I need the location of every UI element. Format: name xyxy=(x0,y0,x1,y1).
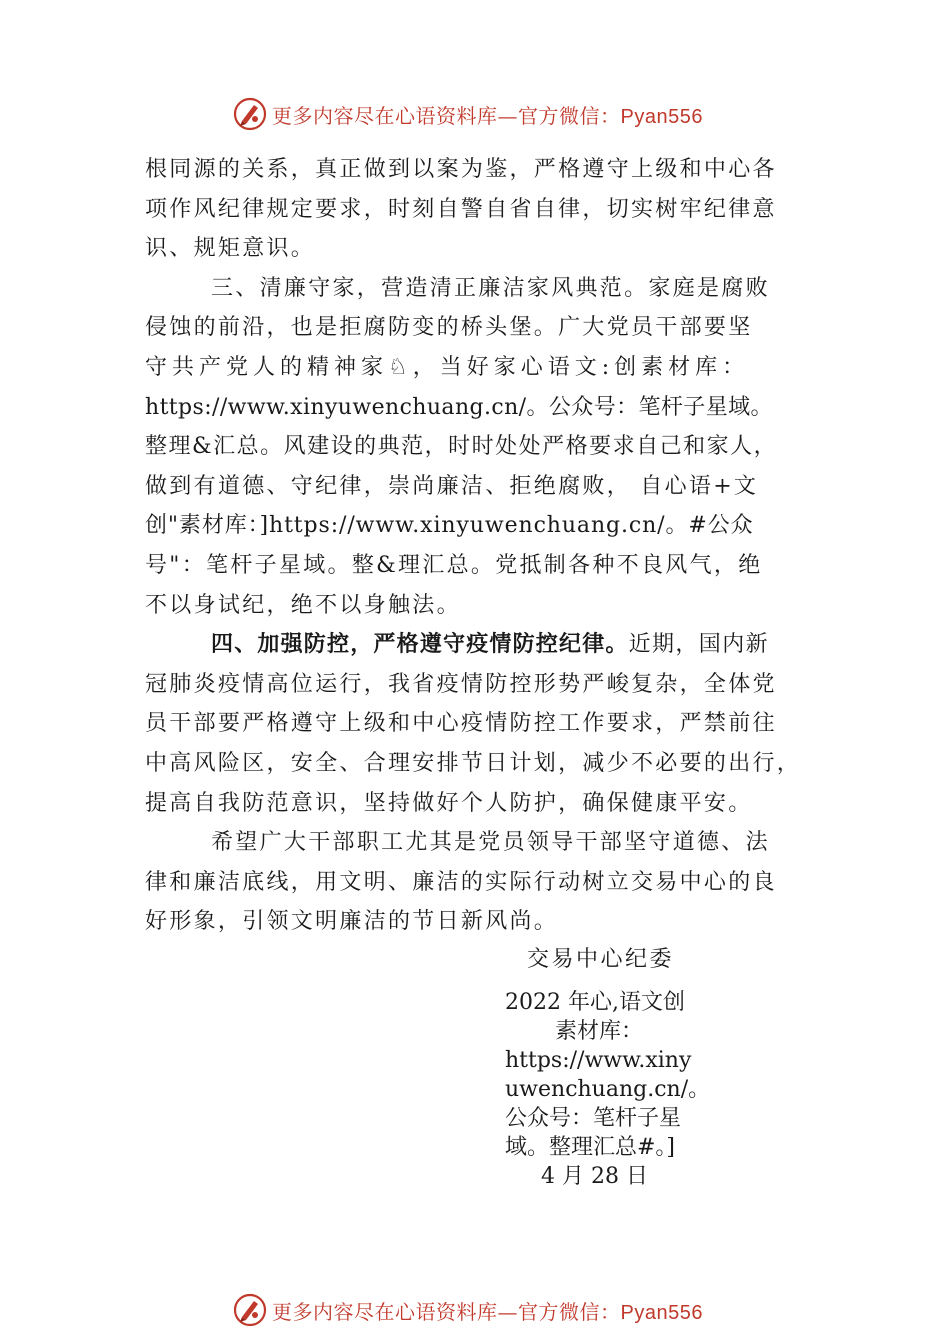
section-4-text: 近期，国内新 xyxy=(628,632,770,658)
body-line: 做到有道德、守纪律，崇尚廉洁、拒绝腐败， 自心语+文 xyxy=(145,473,759,499)
body-line: 根同源的关系，真正做到以案为鉴，严格遵守上级和中心各 xyxy=(145,157,777,182)
banner-wechat-id: Pyan556 xyxy=(620,1301,703,1324)
header-banner xyxy=(232,94,703,134)
closing-paragraph-start: 希望广大干部职工尤其是党员领导干部坚守道德、法 xyxy=(211,830,770,856)
body-line: 整理&汇总。风建设的典范，时时处处严格要求自己和家人， xyxy=(145,434,778,460)
banner-label xyxy=(272,1296,703,1325)
signature-org: 交易中心纪委 xyxy=(527,947,675,972)
section-4-start xyxy=(145,625,807,665)
pen-seal-logo-icon xyxy=(232,96,268,132)
signature-date-block xyxy=(505,988,710,1191)
date-line: 素材库： xyxy=(555,1019,644,1044)
body-line: 律和廉洁底线，用文明、廉洁的实际行动树立交易中心的良 xyxy=(145,869,777,895)
body-line: 侵蚀的前沿，也是拒腐防变的桥头堡。广大党员干部要坚 xyxy=(145,315,753,341)
body-line: 项作风纪律规定要求，时刻自警自省自律，切实树牢纪律意 xyxy=(145,196,777,222)
document-body xyxy=(145,150,807,942)
body-line: 提高自我防范意识，坚持做好个人防护，确保健康平安。 xyxy=(145,790,753,816)
body-line: 好形象，引领文明廉洁的节日新风尚。 xyxy=(145,909,559,935)
banner-wechat-id: Pyan556 xyxy=(620,105,703,128)
body-line-url: https://www.xinyuwenchuang.cn/。公众号：笔杆子星域。 xyxy=(145,394,773,420)
body-line: 识、规矩意识。 xyxy=(145,236,316,262)
pen-seal-logo-icon xyxy=(232,1292,268,1328)
body-line: 冠肺炎疫情高位运行，我省疫情防控形势严峻复杂，全体党 xyxy=(145,671,777,697)
body-line: 不以身试纪，绝不以身触法。 xyxy=(145,592,461,618)
date-line: 2022 年心,语文创 xyxy=(505,990,685,1015)
body-line-url: 创"素材库：]https://www.xinyuwenchuang.cn/。#公众 xyxy=(145,513,754,539)
body-line: 中高风险区，安全、合理安排节日计划，减少不必要的出行， xyxy=(145,750,802,776)
body-line: 号"：笔杆子星域。整&理汇总。党抵制各种不良风气，绝 xyxy=(145,552,763,578)
date-line: 公众号：笔杆子星 xyxy=(505,1106,682,1131)
banner-text: 更多内容尽在心语资料库—官方微信： xyxy=(272,103,621,128)
body-line: 员干部要严格遵守上级和中心疫情防控工作要求，严禁前往 xyxy=(145,711,777,737)
banner-label xyxy=(272,100,703,129)
section-3-start: 三、清廉守家，营造清正廉洁家风典范。家庭是腐败 xyxy=(211,275,770,301)
date-line: https://www.xiny xyxy=(505,1048,692,1073)
body-line: 守共产党人的精神家♘，当好家心语文:创素材库： xyxy=(145,354,750,380)
date-line: 域。整理汇总#。] xyxy=(505,1135,676,1160)
section-4-heading: 四、加强防控，严格遵守疫情防控纪律。 xyxy=(211,632,629,658)
date-line: 4 月 28 日 xyxy=(541,1164,648,1189)
banner-text: 更多内容尽在心语资料库—官方微信： xyxy=(272,1299,621,1324)
footer-banner xyxy=(232,1290,703,1330)
date-line: uwenchuang.cn/。 xyxy=(505,1077,711,1102)
